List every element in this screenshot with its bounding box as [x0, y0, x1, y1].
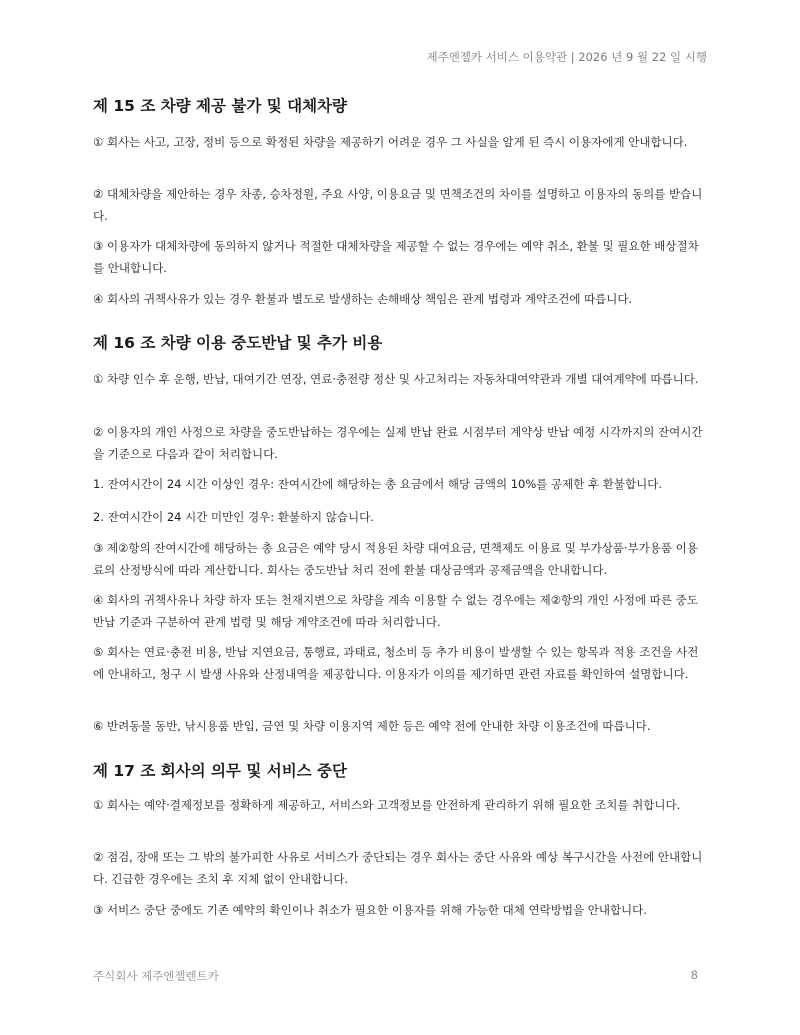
article-title: 제 15 조 차량 제공 불가 및 대체차량 [93, 97, 347, 115]
paragraph: ④ 회사의 귀책사유나 차량 하자 또는 천재지변으로 차량을 계속 이용할 수 없는 경우에는 제②항의 개인 사정에 따른 중도반납 기준과 구분하여 관계 법령 및 해당 계약조건에 따라 처리합니다. [93, 593, 698, 629]
page-header: 제주엔젤카 서비스 이용약관 | 2026 년 9 월 22 일 시행 [426, 50, 707, 64]
paragraph: ③ 이용자가 대체차량에 동의하지 않거나 적절한 대체차량을 제공할 수 없는 경우에는 예약 취소, 환불 및 필요한 배상절차를 안내합니다. [93, 239, 699, 275]
paragraph: ② 점검, 장애 또는 그 밖의 불가피한 사유로 서비스가 중단되는 경우 회사는 중단 사유와 예상 복구시간을 사전에 안내합니다. 긴급한 경우에는 조치 후 지체 없이 안내합니다. [93, 850, 703, 886]
paragraph: ① 차량 인수 후 운행, 반납, 대여기간 연장, 연료·충전량 정산 및 사고처리는 자동차대여약관과 개별 대여계약에 따릅니다. [93, 372, 699, 386]
paragraph: ⑥ 반려동물 동반, 낚시용품 반입, 금연 및 차량 이용지역 제한 등은 예약 전에 안내한 차량 이용조건에 따릅니다. [93, 719, 651, 733]
page-number: 8 [690, 968, 698, 982]
paragraph: ② 이용자의 개인 사정으로 차량을 중도반납하는 경우에는 실제 반납 완료 시점부터 계약상 반납 예정 시각까지의 잔여시간을 기준으로 다음과 같이 처리합니다. [93, 425, 703, 461]
article-title: 제 16 조 차량 이용 중도반납 및 추가 비용 [93, 334, 383, 352]
list-item: 1. 잔여시간이 24 시간 이상인 경우: 잔여시간에 해당하는 총 요금에서 해당 금액의 10%를 공제한 후 환불합니다. [93, 477, 662, 491]
paragraph: ③ 서비스 중단 중에도 기존 예약의 확인이나 취소가 필요한 이용자를 위해 가능한 대체 연락방법을 안내합니다. [93, 903, 647, 917]
paragraph: ② 대체차량을 제안하는 경우 차종, 승차정원, 주요 사양, 이용요금 및 면책조건의 차이를 설명하고 이용자의 동의를 받습니다. [93, 187, 703, 223]
article-title: 제 17 조 회사의 의무 및 서비스 중단 [93, 762, 347, 780]
paragraph: ① 회사는 예약·결제정보를 정확하게 제공하고, 서비스와 고객정보를 안전하게 관리하기 위해 필요한 조치를 취합니다. [93, 798, 681, 812]
paragraph: ④ 회사의 귀책사유가 있는 경우 환불과 별도로 발생하는 손해배상 책임은 관계 법령과 계약조건에 따릅니다. [93, 292, 633, 306]
paragraph: ⑤ 회사는 연료·충전 비용, 반납 지연요금, 통행료, 과태료, 청소비 등 추가 비용이 발생할 수 있는 항목과 적용 조건을 사전에 안내하고, 청구 시 발생 사유와 산정내역을 제공합니다. 이용자가 이의를 제기하면 관련 자료를 확인하여 설명합니다. [93, 645, 699, 681]
paragraph: ③ 제②항의 잔여시간에 해당하는 총 요금은 예약 당시 적용된 차량 대여요금, 면책제도 이용료 및 부가상품·부가용품 이용료의 산정방식에 따라 계산합니다. 회사는 중도반납 처리 전에 환불 대상금액과 공제금액을 안내합니다. [93, 541, 698, 577]
paragraph: ① 회사는 사고, 고장, 정비 등으로 확정된 차량을 제공하기 어려운 경우 그 사실을 알게 된 즉시 이용자에게 안내합니다. [93, 135, 688, 149]
footer-company: 주식회사 제주엔젤렌트카 [93, 969, 219, 983]
list-item: 2. 잔여시간이 24 시간 미만인 경우: 환불하지 않습니다. [93, 510, 374, 524]
